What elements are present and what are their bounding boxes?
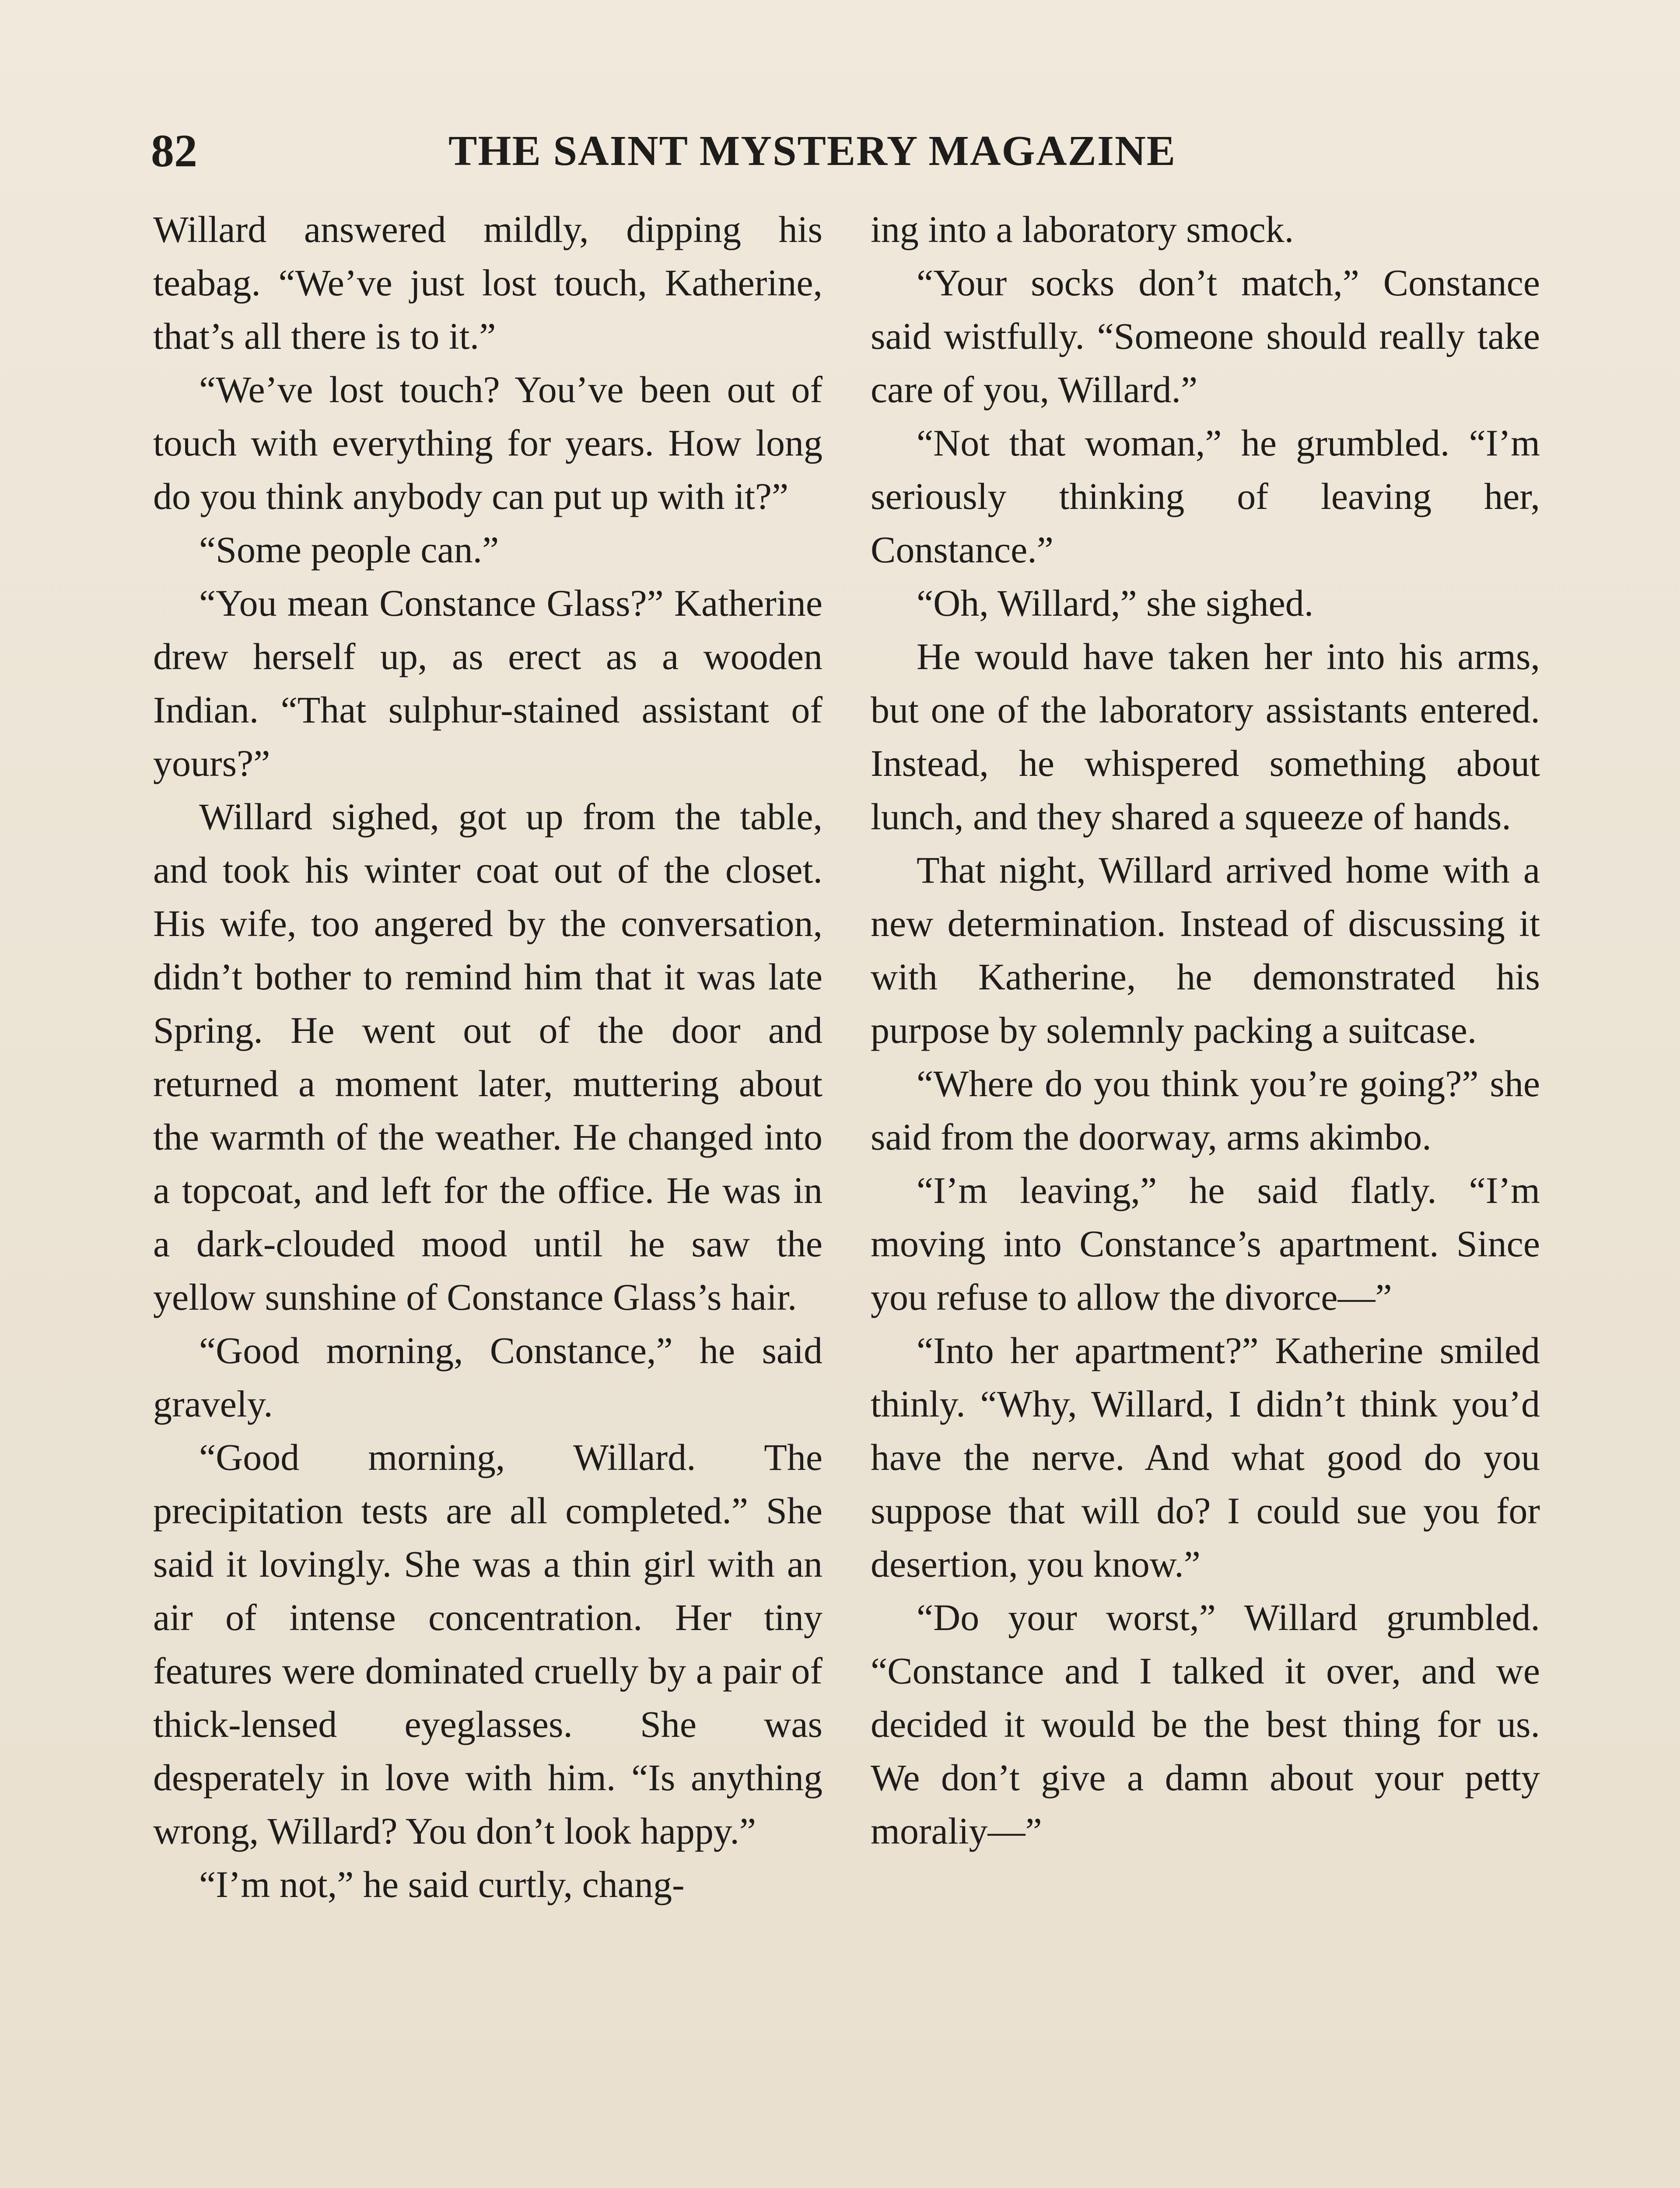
paragraph: ing into a laboratory smock. (871, 208, 1294, 250)
paragraph: “Good morning, Willard. The precipitation tests are all completed.” She said it lovingly. She was a thin girl with an air of intense concentration. Her tiny features were dominated cruelly by a pair of thick-lensed eyeglasses. She was desperately in love with him. “Is anything wrong, Willard? You don’t look happy.” (153, 1436, 822, 1852)
paragraph: “I’m leaving,” he said flatly. “I’m moving into Constance’s apartment. Since you refuse to allow the divorce—” (871, 1169, 1540, 1318)
left-column (153, 203, 822, 2172)
page-header (151, 118, 1236, 184)
paragraph: Willard sighed, got up from the table, and took his winter coat out of the closet. His wife, too angered by the conversation, didn’t bother to remind him that it was late Spring. He went out of the door and returned a moment later, muttering about the warmth of the weather. He changed into a topcoat, and left for the office. He was in a dark-clouded mood until he saw the yellow sunshine of Constance Glass’s hair. (153, 796, 822, 1318)
paragraph: “Do your worst,” Willard grumbled. “Constance and I talked it over, and we decided it would be the best thing for us. We don’t give a damn about your petty moraliy—” (871, 1596, 1540, 1852)
page-number: 82 (151, 125, 197, 176)
paragraph: “Where do you think you’re going?” she said from the doorway, arms akimbo. (871, 1062, 1540, 1158)
paragraph: “Into her apartment?” Katherine smiled thinly. “Why, Willard, I didn’t think you’d have the nerve. And what good do you suppose that will do? I could sue you for desertion, you know.” (871, 1329, 1540, 1585)
paragraph: “Not that woman,” he grumbled. “I’m seriously thinking of leaving her, Constance.” (871, 422, 1540, 571)
paragraph: Willard answered mildly, dipping his teabag. “We’ve just lost touch, Katherine, that’s all there is to it.” (153, 208, 822, 357)
paragraph: “Your socks don’t match,” Constance said wistfully. “Someone should really take care of you, Willard.” (871, 262, 1540, 410)
paragraph: He would have taken her into his arms, but one of the laboratory assistants entered. Instead, he whispered something about lunch, and they shared a squeeze of hands. (871, 635, 1540, 838)
right-column (871, 203, 1540, 2172)
paragraph: “Oh, Willard,” she sighed. (917, 582, 1314, 624)
paragraph: “You mean Constance Glass?” Katherine drew herself up, as erect as a wooden Indian. “That sulphur-stained assistant of yours?” (153, 582, 822, 784)
paragraph: “I’m not,” he said curtly, chang- (199, 1863, 685, 1905)
paragraph: “We’ve lost touch? You’ve been out of touch with everything for years. How long do you think anybody can put up with it?” (153, 368, 822, 517)
paragraph: That night, Willard arrived home with a new determination. Instead of discussing it with Katherine, he demonstrated his purpose by solemnly packing a suitcase. (871, 849, 1540, 1051)
paragraph: “Some people can.” (199, 529, 499, 571)
paragraph: “Good morning, Constance,” he said gravely. (153, 1329, 822, 1425)
magazine-title: THE SAINT MYSTERY MAGAZINE (448, 127, 1176, 175)
